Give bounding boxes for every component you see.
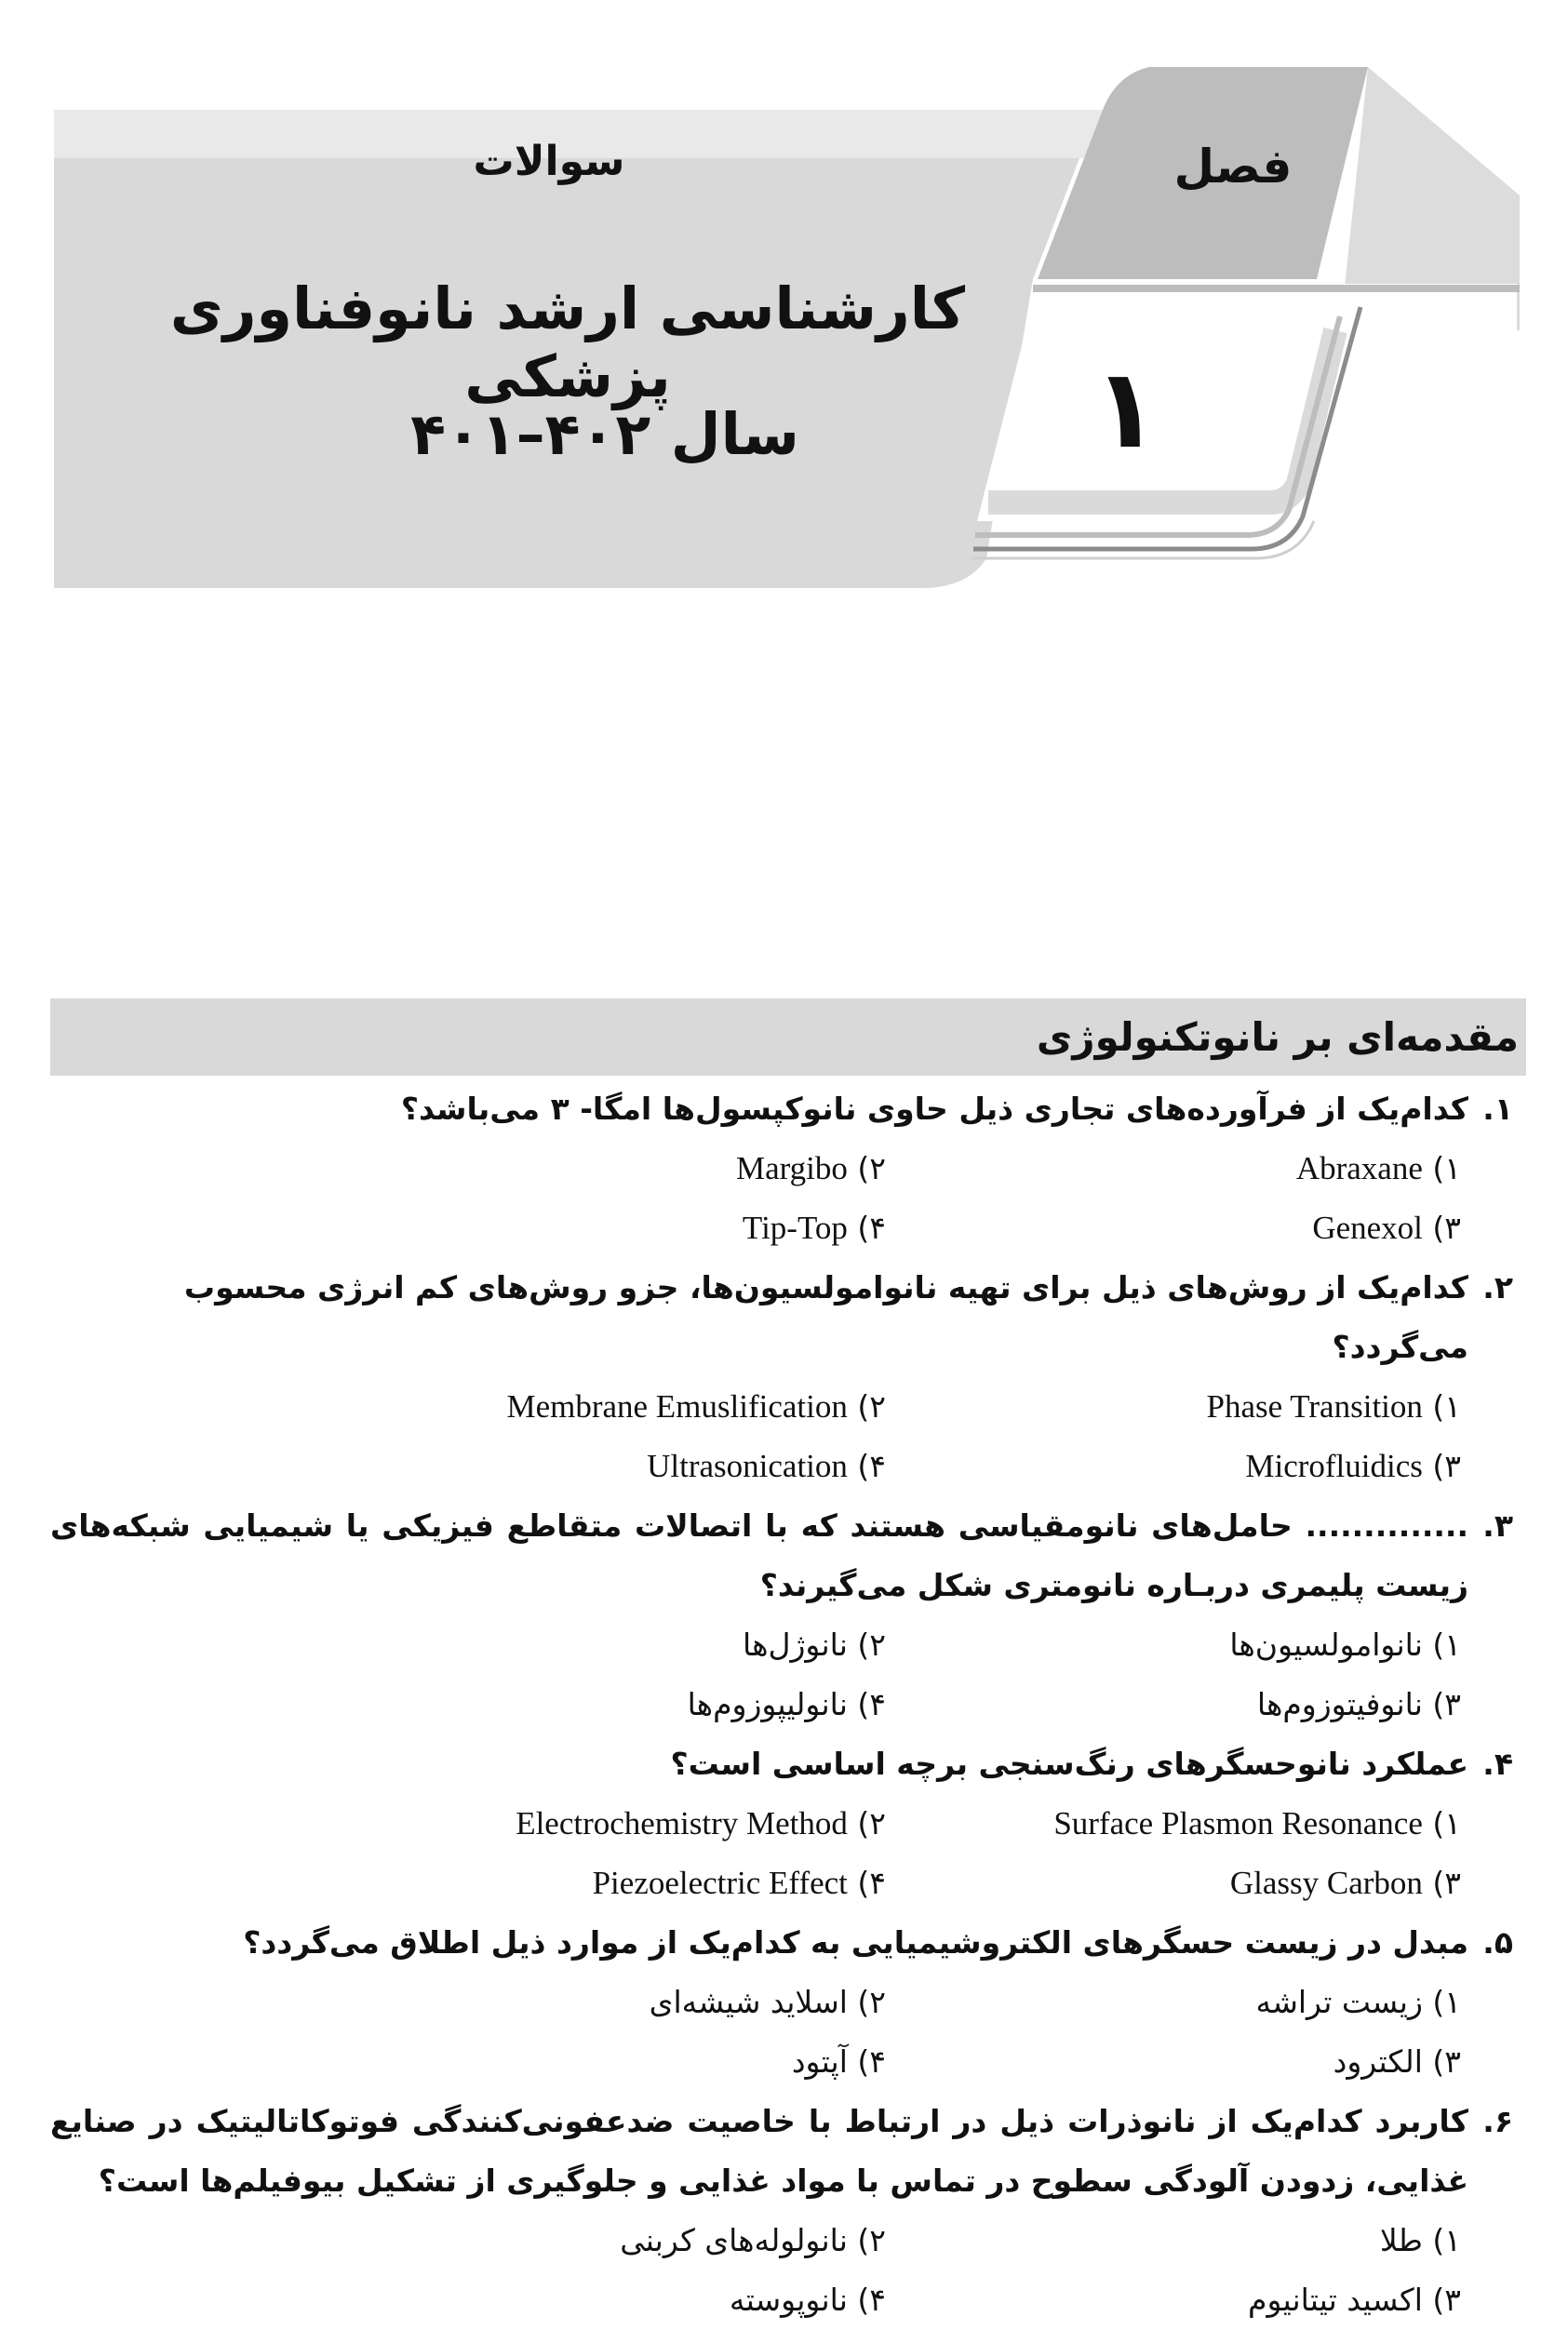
question-text: عملکرد نانوحسگرهای رنگ‌سنجی برچه اساسی است؟ bbox=[670, 1746, 1468, 1782]
banner-title: کارشناسی ارشد نانوفناوری پزشکی bbox=[169, 275, 966, 410]
option-4 bbox=[365, 1675, 886, 1734]
option-number: ۳) bbox=[1432, 1865, 1461, 1901]
question-number: ۶. bbox=[1482, 2103, 1513, 2139]
option-text: Margibo bbox=[735, 1150, 848, 1186]
option-text: Abraxane bbox=[1295, 1150, 1423, 1186]
option-text: Phase Transition bbox=[1206, 1388, 1423, 1425]
option-text: Glassy Carbon bbox=[1229, 1865, 1423, 1901]
question-text: مبدل در زیست حسگرهای الکتروشیمیایی به کدام‌یک از موارد ذیل اطلاق می‌گردد؟ bbox=[243, 1924, 1468, 1961]
option-number: ۱) bbox=[1432, 1627, 1461, 1663]
chapter-banner bbox=[0, 0, 1568, 614]
question-3 bbox=[50, 1496, 1526, 1734]
question-2 bbox=[50, 1258, 1526, 1496]
section-title: مقدمه‌ای بر نانوتکنولوژی bbox=[1036, 1014, 1519, 1060]
option-3 bbox=[886, 1854, 1526, 1913]
option-number: ۳) bbox=[1432, 2282, 1461, 2318]
option-number: ۱) bbox=[1432, 1805, 1461, 1841]
option-1 bbox=[886, 1794, 1526, 1854]
question-number: ۲. bbox=[1482, 1269, 1513, 1306]
section-header bbox=[50, 998, 1526, 1076]
option-number: ۴) bbox=[857, 1686, 886, 1722]
option-3 bbox=[886, 2270, 1526, 2330]
option-text: الکترود bbox=[1333, 2043, 1423, 2080]
option-text: Tip-Top bbox=[742, 1210, 848, 1246]
option-number: ۳) bbox=[1432, 2043, 1461, 2080]
option-text: نانولیپوزوم‌ها bbox=[687, 1686, 848, 1722]
option-text: نانوامولسیون‌ها bbox=[1229, 1627, 1423, 1663]
option-number: ۳) bbox=[1432, 1686, 1461, 1722]
option-number: ۲) bbox=[857, 1627, 886, 1663]
option-number: ۴) bbox=[857, 1210, 886, 1246]
option-number: ۱) bbox=[1432, 1150, 1461, 1186]
option-3 bbox=[886, 1198, 1526, 1258]
option-text: اسلاید شیشه‌ای bbox=[649, 1984, 848, 2020]
option-1 bbox=[886, 2211, 1526, 2270]
question-1 bbox=[50, 1079, 1526, 1258]
option-number: ۱) bbox=[1432, 1388, 1461, 1425]
option-number: ۴) bbox=[857, 1865, 886, 1901]
question-number: ۴. bbox=[1482, 1746, 1513, 1782]
question-number: ۵. bbox=[1482, 1924, 1513, 1961]
option-4 bbox=[365, 2270, 886, 2330]
option-number: ۲) bbox=[857, 1805, 886, 1841]
option-text: اکسید تیتانیوم bbox=[1248, 2282, 1423, 2318]
option-number: ۱) bbox=[1432, 2222, 1461, 2258]
question-text: کدام‌یک از فرآورده‌های تجاری ذیل حاوی نانوکپسول‌ها امگا- ۳ می‌باشد؟ bbox=[400, 1091, 1468, 1127]
option-1 bbox=[886, 1973, 1526, 2032]
option-4 bbox=[365, 2032, 886, 2092]
question-list bbox=[50, 1079, 1526, 2330]
option-number: ۲) bbox=[857, 1388, 886, 1425]
option-number: ۲) bbox=[857, 1984, 886, 2020]
option-text: Ultrasonication bbox=[647, 1448, 848, 1484]
option-4 bbox=[365, 1198, 886, 1258]
option-text: Surface Plasmon Resonance bbox=[1053, 1805, 1423, 1841]
option-text: زیست تراشه bbox=[1255, 1984, 1423, 2020]
option-4 bbox=[365, 1854, 886, 1913]
question-5 bbox=[50, 1913, 1526, 2092]
option-3 bbox=[886, 2032, 1526, 2092]
question-number: ۳. bbox=[1482, 1507, 1513, 1544]
option-text: نانوژل‌ها bbox=[743, 1627, 848, 1663]
option-1 bbox=[886, 1139, 1526, 1198]
option-number: ۳) bbox=[1432, 1210, 1461, 1246]
option-2 bbox=[365, 1139, 886, 1198]
option-text: Genexol bbox=[1312, 1210, 1423, 1246]
option-2 bbox=[365, 1615, 886, 1675]
option-3 bbox=[886, 1675, 1526, 1734]
option-text: Membrane Emuslification bbox=[506, 1388, 848, 1425]
option-2 bbox=[365, 1794, 886, 1854]
option-1 bbox=[886, 1377, 1526, 1437]
chapter-number: ۱ bbox=[1092, 344, 1160, 473]
option-text: نانولوله‌های کربنی bbox=[620, 2222, 848, 2258]
option-number: ۴) bbox=[857, 2043, 886, 2080]
option-4 bbox=[365, 1437, 886, 1496]
question-text: کاربرد کدام‌یک از نانوذرات ذیل در ارتباط با خاصیت ضدعفونی‌کنندگی فوتوکاتالیتیک در صنایع غذایی، زدودن آلودگی سطوح در تماس با مواد غذایی و جلوگیری از تشکیل بیوفیلم‌ها است؟ bbox=[50, 2103, 1468, 2199]
option-2 bbox=[365, 1973, 886, 2032]
option-number: ۱) bbox=[1432, 1984, 1461, 2020]
option-number: ۴) bbox=[857, 2282, 886, 2318]
option-text: نانوپوسته bbox=[729, 2282, 848, 2318]
option-text: Microfluidics bbox=[1245, 1448, 1423, 1484]
option-text: طلا bbox=[1379, 2222, 1423, 2258]
option-text: نانوفیتوزوم‌ها bbox=[1256, 1686, 1423, 1722]
option-number: ۲) bbox=[857, 2222, 886, 2258]
question-text: .............. حامل‌های نانومقیاسی هستند که با اتصالات متقاطع فیزیکی یا شیمیایی شبکه‌های زیست پلیمری دربـاره نانومتری شکل می‌گیرند؟ bbox=[50, 1507, 1468, 1603]
option-number: ۳) bbox=[1432, 1448, 1461, 1484]
option-text: آپتود bbox=[791, 2043, 848, 2080]
option-3 bbox=[886, 1437, 1526, 1496]
question-4 bbox=[50, 1734, 1526, 1913]
banner-year: سال ۴۰۲–۴۰۱ bbox=[410, 400, 799, 468]
banner-subtitle: سوالات bbox=[473, 138, 625, 185]
option-text: Electrochemistry Method bbox=[516, 1805, 848, 1841]
chapter-label: فصل bbox=[1173, 140, 1293, 194]
option-2 bbox=[365, 2211, 886, 2270]
option-1 bbox=[886, 1615, 1526, 1675]
option-number: ۲) bbox=[857, 1150, 886, 1186]
question-text: کدام‌یک از روش‌های ذیل برای تهیه نانوامولسیون‌ها، جزو روش‌های کم انرژی محسوب می‌گردد؟ bbox=[183, 1269, 1468, 1365]
option-number: ۴) bbox=[857, 1448, 886, 1484]
option-text: Piezoelectric Effect bbox=[592, 1865, 848, 1901]
option-2 bbox=[365, 1377, 886, 1437]
question-6 bbox=[50, 2092, 1526, 2330]
question-number: ۱. bbox=[1482, 1091, 1513, 1127]
